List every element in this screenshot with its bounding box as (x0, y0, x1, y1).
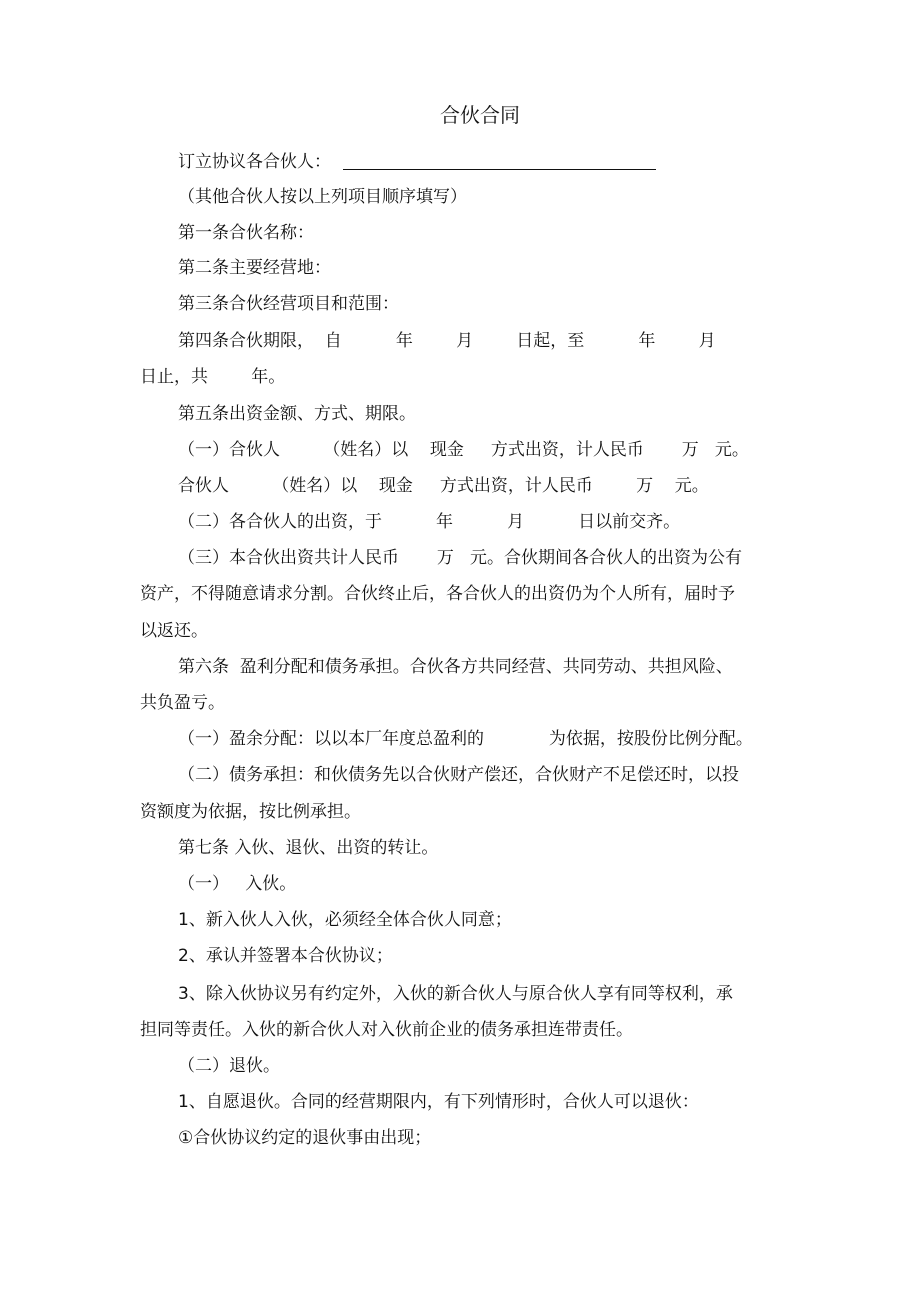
doc-line: 第六条 盈利分配和债务承担。合伙各方共同经营、共同劳动、共担风险、 (178, 657, 733, 677)
doc-line: 1、自愿退伙。合同的经营期限内，有下列情形时，合伙人可以退伙： (178, 1092, 699, 1112)
doc-line: （三）本合伙出资共计人民币 万 元。合伙期间各合伙人的出资为公有 (178, 548, 743, 568)
doc-line: 资产，不得随意请求分割。合伙终止后，各合伙人的出资仍为个人所有，届时予 (140, 584, 735, 604)
doc-line: 日止，共 年。 (140, 367, 286, 387)
doc-line: 资额度为依据，按比例承担。 (140, 802, 361, 822)
doc-line: 2、承认并签署本合伙协议； (178, 946, 393, 966)
doc-line: 共负盈亏。 (140, 693, 225, 713)
doc-line: 第三条合伙经营项目和范围： (178, 294, 399, 314)
doc-line: （一）盈余分配：以以本厂年度总盈利的 为依据，按股份比例分配。 (178, 729, 753, 749)
doc-line: 第七条 入伙、退伙、出资的转让。 (178, 838, 439, 858)
doc-line: 合伙人 （姓名）以 现金 方式出资，计人民币 万 元。 (178, 476, 709, 496)
doc-line: （二）各合伙人的出资，于 年 月 日以前交齐。 (178, 512, 681, 532)
doc-line: 以返还。 (140, 621, 208, 641)
doc-line: 1、新入伙人入伙，必须经全体合伙人同意； (178, 910, 512, 930)
doc-line: （一） 入伙。 (178, 874, 297, 894)
doc-line: （二）退伙。 (178, 1056, 280, 1076)
signature-underline (343, 169, 656, 170)
doc-line: 担同等责任。入伙的新合伙人对入伙前企业的债务承担连带责任。 (140, 1020, 633, 1040)
document-title: 合伙合同 (440, 103, 520, 127)
doc-line: 第二条主要经营地： (178, 258, 331, 278)
doc-line: ①合伙协议约定的退伙事由出现； (178, 1128, 432, 1148)
doc-line: 第一条合伙名称： (178, 223, 314, 243)
doc-line: 第五条出资金额、方式、期限。 (178, 404, 416, 424)
doc-line: （其他合伙人按以上列项目顺序填写） (178, 187, 467, 207)
doc-line: （一）合伙人 （姓名）以 现金 方式出资，计人民币 万 元。 (178, 440, 749, 460)
doc-line: 订立协议各合伙人： (178, 152, 331, 172)
doc-line: （二）债务承担：和伙债务先以合伙财产偿还，合伙财产不足偿还时，以投 (178, 765, 739, 785)
doc-line: 3、除入伙协议另有约定外，入伙的新合伙人与原合伙人享有同等权利，承 (178, 984, 733, 1004)
doc-line: 第四条合伙期限， 自 年 月 日起，至 年 月 (178, 331, 716, 351)
